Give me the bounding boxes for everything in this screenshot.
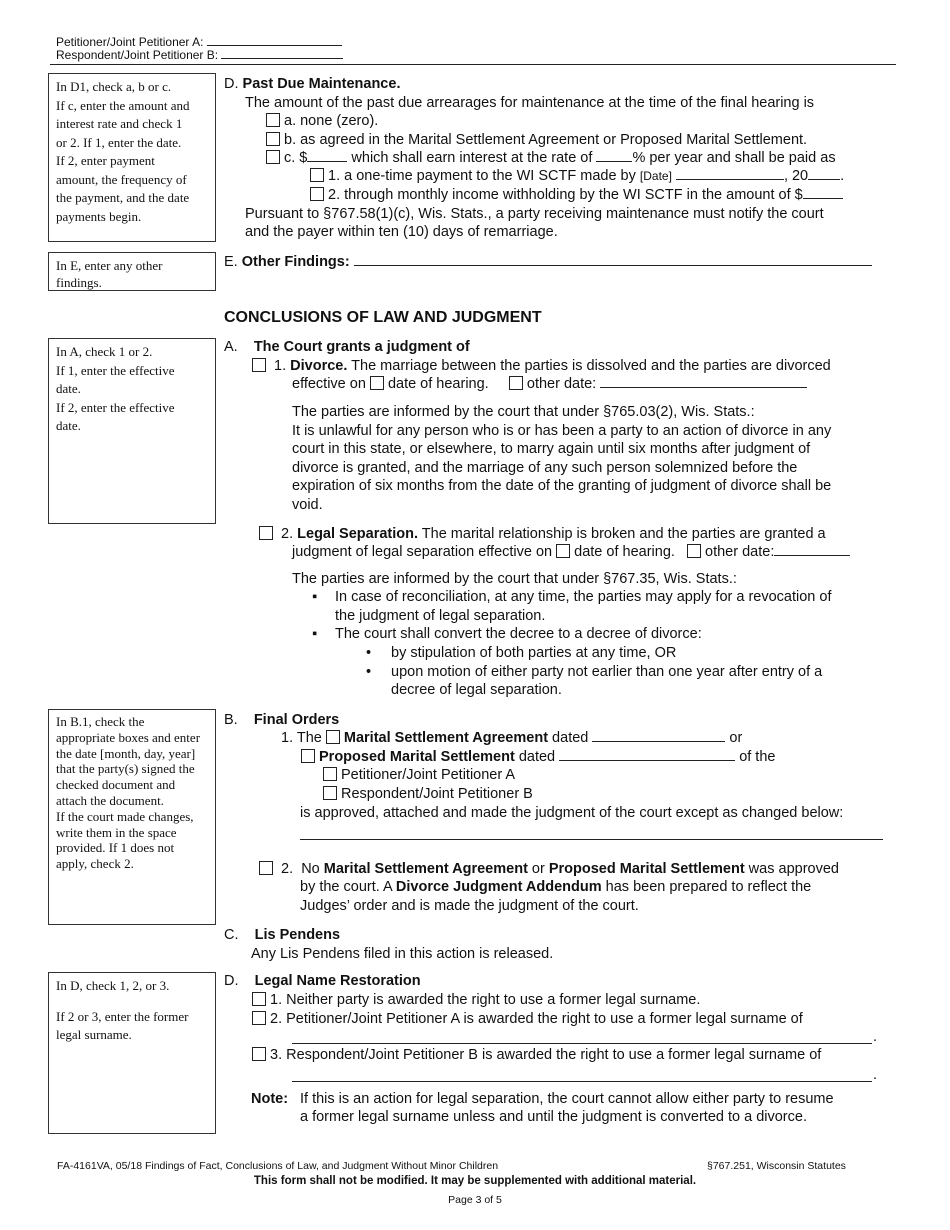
name-option-2: 2. Petitioner/Joint Petitioner A is awarded the right to use a former legal surname of <box>252 1011 803 1027</box>
section-b-heading: B. Final Orders <box>224 712 340 728</box>
note-label: Note: <box>251 1091 289 1107</box>
section-d-heading: D. Legal Name Restoration <box>224 973 421 989</box>
option-c-checkbox[interactable] <box>266 150 280 164</box>
separation-other-date-field[interactable] <box>774 555 850 556</box>
unlawful-paragraph-line: expiration of six months from the date of the granting of judgment of divorce shall be <box>292 478 832 494</box>
withholding-amount-field[interactable] <box>803 198 843 199</box>
separation-effective-line: judgment of legal separation effective on date of hearing. other date: <box>292 544 850 560</box>
header-divider <box>50 64 896 65</box>
payment-option-1: 1. a one-time payment to the WI SCTF made by [Date] , 20 . <box>310 168 844 184</box>
divorce-option: 1. Divorce. The marriage between the parties is dissolved and the parties are divorced <box>252 358 831 374</box>
past-due-heading: D. Past Due Maintenance. <box>224 76 401 92</box>
bullet-convert-decree: The court shall convert the decree to a decree of divorce: <box>335 626 702 642</box>
pms-date-field[interactable] <box>559 760 735 761</box>
other-findings: E. Other Findings: <box>224 254 872 270</box>
past-due-intro: The amount of the past due arrearages for maintenance at the time of the final hearing is <box>245 95 815 111</box>
unlawful-paragraph-line: It is unlawful for any person who is or has been a party to an action of divorce in any <box>292 423 832 439</box>
respondent-label: Respondent/Joint Petitioner B: <box>56 48 343 62</box>
square-bullet-icon: ▪ <box>312 589 318 605</box>
note-box-d1: In D1, check a, b or c. If c, enter the amount and interest rate and check 1 or 2. If 1, enter the date. If 2, enter payment amount, the frequency of the payment, and the date payments begin. <box>48 73 216 242</box>
separation-other-date-checkbox[interactable] <box>687 544 701 558</box>
sub-bullet-stipulation: by stipulation of both parties at any time, OR <box>391 645 677 661</box>
page-number: Page 3 of 5 <box>448 1194 502 1206</box>
msa-line: 1. The Marital Settlement Agreement dated or <box>281 730 743 746</box>
past-due-option-a: a. none (zero). <box>266 113 378 129</box>
unlawful-paragraph-line: court in this state, or elsewhere, to marry again until six months after judgment of <box>292 441 811 457</box>
interest-rate-field[interactable] <box>596 161 632 162</box>
modification-notice: This form shall not be modified. It may be supplemented with additional material. <box>253 1175 697 1187</box>
msa-date-field[interactable] <box>592 741 725 742</box>
respondent-surname-field[interactable] <box>292 1081 872 1082</box>
note-box-a: In A, check 1 or 2. If 1, enter the effective date. If 2, enter the effective date. <box>48 338 216 524</box>
name-option-3: 3. Respondent/Joint Petitioner B is awarded the right to use a former legal surname of <box>252 1047 821 1063</box>
divorce-checkbox[interactable] <box>252 358 266 372</box>
note-box-b1: In B.1, check the appropriate boxes and enter the date [month, day, year] that the party(s) signed the checked document and attach the document. If the court made changes, write them in the space provided. If 1 does not apply, check 2. <box>48 709 216 925</box>
period: . <box>873 1029 878 1045</box>
informed-767: The parties are informed by the court that under §767.35, Wis. Stats.: <box>292 571 737 587</box>
bullet-reconciliation: In case of reconciliation, at any time, the parties may apply for a revocation of <box>335 589 832 605</box>
income-withholding-checkbox[interactable] <box>310 187 324 201</box>
respondent-surname-checkbox[interactable] <box>252 1047 266 1061</box>
section-a-heading: A. The Court grants a judgment of <box>224 339 470 355</box>
section-c-heading: C. Lis Pendens <box>224 927 341 943</box>
past-due-option-b: b. as agreed in the Marital Settlement Agreement or Proposed Marital Settlement. <box>266 132 807 148</box>
option-b-checkbox[interactable] <box>266 132 280 146</box>
payment-year-field[interactable] <box>808 179 840 180</box>
conclusions-heading: CONCLUSIONS OF LAW AND JUDGMENT <box>224 309 542 326</box>
no-surname-checkbox[interactable] <box>252 992 266 1006</box>
form-id: FA-4161VA, 05/18 Findings of Fact, Conclusions of Law, and Judgment Without Minor Children <box>57 1160 499 1172</box>
pms-petitioner-checkbox[interactable] <box>323 767 337 781</box>
changes-field[interactable] <box>300 839 883 840</box>
pursuant-line-1: Pursuant to §767.58(1)(c), Wis. Stats., a party receiving maintenance must notify the court <box>245 206 824 222</box>
pms-petitioner-option: Petitioner/Joint Petitioner A <box>323 767 515 783</box>
divorce-other-date-field[interactable] <box>600 387 807 388</box>
one-time-payment-checkbox[interactable] <box>310 168 324 182</box>
petitioner-surname-field[interactable] <box>292 1043 872 1044</box>
other-findings-field[interactable] <box>354 265 872 266</box>
pms-respondent-checkbox[interactable] <box>323 786 337 800</box>
arrears-amount-field[interactable] <box>307 161 347 162</box>
note-line-2: a former legal surname unless and until the judgment is converted to a divorce. <box>300 1109 807 1125</box>
dot-bullet-icon: • <box>366 664 372 680</box>
msa-checkbox[interactable] <box>326 730 340 744</box>
pms-respondent-option: Respondent/Joint Petitioner B <box>323 786 533 802</box>
unlawful-paragraph-line: divorce is granted, and the marriage of any such person solemnized before the <box>292 460 798 476</box>
unlawful-paragraph-line: void. <box>292 497 323 513</box>
note-box-e: In E, enter any other findings. <box>48 252 216 291</box>
judges-order-line: Judges’ order and is made the judgment of the court. <box>300 898 639 914</box>
legal-separation-checkbox[interactable] <box>259 526 273 540</box>
separation-date-of-hearing-checkbox[interactable] <box>556 544 570 558</box>
respondent-name-field[interactable] <box>221 58 343 59</box>
no-agreement-option: 2. No Marital Settlement Agreement or Proposed Marital Settlement was approved <box>259 861 839 877</box>
divorce-effective-line: effective on date of hearing. other date: <box>292 376 807 392</box>
pursuant-line-2: and the payer within ten (10) days of remarriage. <box>245 224 558 240</box>
dot-bullet-icon: • <box>366 645 372 661</box>
addendum-line: by the court. A Divorce Judgment Addendum has been prepared to reflect the <box>300 879 812 895</box>
approved-text: is approved, attached and made the judgment of the court except as changed below: <box>300 805 844 821</box>
note-box-d: In D, check 1, 2, or 3. If 2 or 3, enter the former legal surname. <box>48 972 216 1134</box>
payment-date-field[interactable] <box>676 179 784 180</box>
sub-bullet-motion: upon motion of either party not earlier than one year after entry of a <box>391 664 823 680</box>
legal-separation-option: 2. Legal Separation. The marital relationship is broken and the parties are granted a <box>259 526 826 542</box>
petitioner-name-field[interactable] <box>207 45 342 46</box>
divorce-date-of-hearing-checkbox[interactable] <box>370 376 384 390</box>
sub-bullet-motion-cont: decree of legal separation. <box>391 682 562 698</box>
informed-765: The parties are informed by the court that under §765.03(2), Wis. Stats.: <box>292 404 755 420</box>
note-line-1: If this is an action for legal separation, the court cannot allow either party to resume <box>300 1091 834 1107</box>
statute-reference: §767.251, Wisconsin Statutes <box>707 1160 846 1172</box>
payment-option-2: 2. through monthly income withholding by the WI SCTF in the amount of $ <box>310 187 843 203</box>
lis-pendens-text: Any Lis Pendens filed in this action is released. <box>251 946 554 962</box>
pms-line: Proposed Marital Settlement dated of the <box>301 749 775 765</box>
divorce-other-date-checkbox[interactable] <box>509 376 523 390</box>
option-a-checkbox[interactable] <box>266 113 280 127</box>
no-agreement-checkbox[interactable] <box>259 861 273 875</box>
bullet-reconciliation-cont: the judgment of legal separation. <box>335 608 546 624</box>
petitioner-surname-checkbox[interactable] <box>252 1011 266 1025</box>
pms-checkbox[interactable] <box>301 749 315 763</box>
past-due-option-c: c. $ which shall earn interest at the rate of % per year and shall be paid as <box>266 150 836 166</box>
period: . <box>873 1067 878 1083</box>
petitioner-label: Petitioner/Joint Petitioner A: <box>56 35 342 49</box>
square-bullet-icon: ▪ <box>312 626 318 642</box>
name-option-1: 1. Neither party is awarded the right to use a former legal surname. <box>252 992 700 1008</box>
